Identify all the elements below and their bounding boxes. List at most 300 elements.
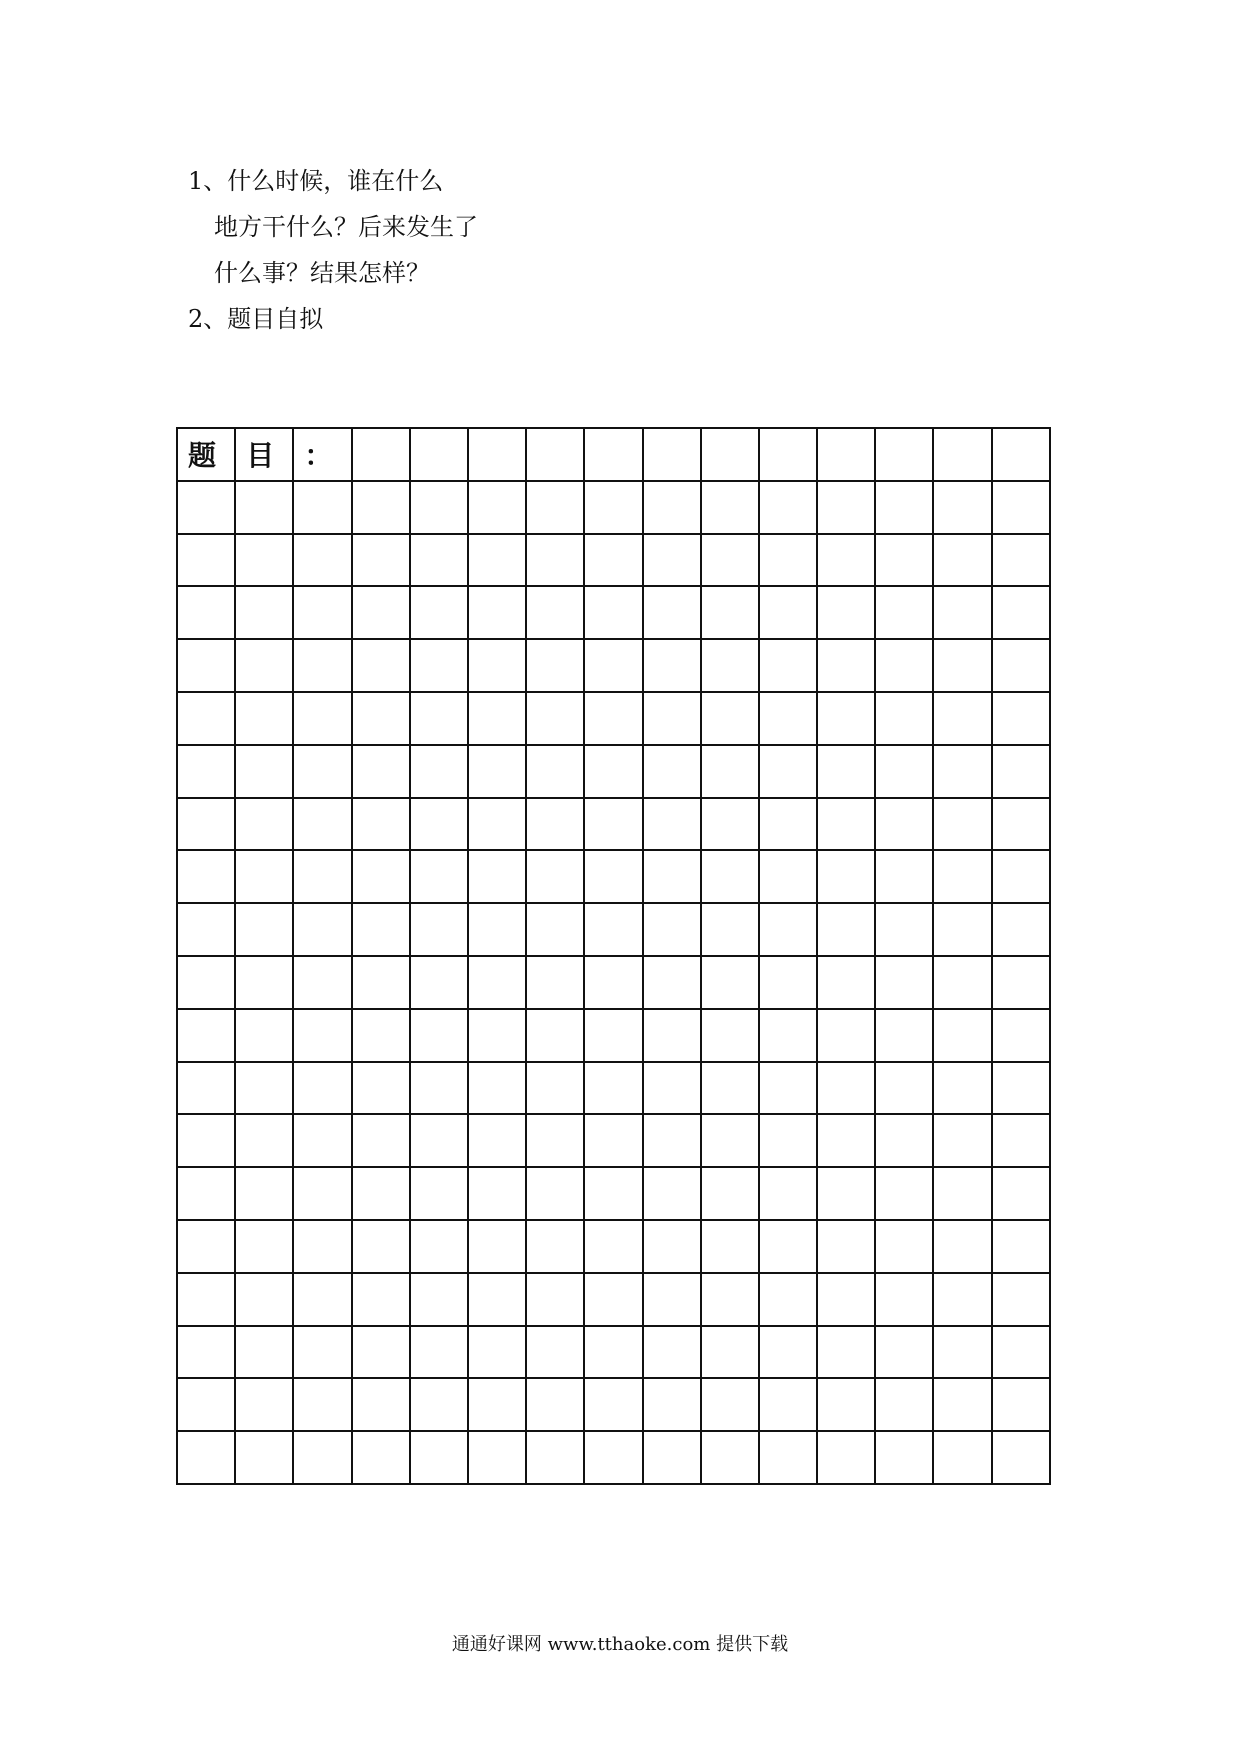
grid-cell <box>584 1431 642 1484</box>
grid-cell <box>759 1167 817 1220</box>
grid-cell <box>177 745 235 798</box>
grid-cell <box>526 903 584 956</box>
grid-cell <box>526 1009 584 1062</box>
grid-cell <box>992 1009 1050 1062</box>
grid-cell <box>759 745 817 798</box>
grid-cell <box>759 1326 817 1379</box>
grid-row <box>177 534 1050 587</box>
grid-cell <box>410 903 468 956</box>
grid-cell <box>526 1378 584 1431</box>
grid-cell <box>468 798 526 851</box>
grid-cell <box>352 1220 410 1273</box>
grid-cell <box>643 1326 701 1379</box>
grid-cell <box>584 1220 642 1273</box>
grid-cell <box>468 1167 526 1220</box>
grid-cell <box>817 586 875 639</box>
grid-cell <box>293 1273 351 1326</box>
grid-cell <box>701 798 759 851</box>
grid-cell <box>584 428 642 481</box>
grid-cell <box>759 1220 817 1273</box>
grid-cell <box>526 481 584 534</box>
grid-cell <box>701 1378 759 1431</box>
grid-cell <box>643 692 701 745</box>
grid-cell <box>701 850 759 903</box>
grid-cell <box>875 956 933 1009</box>
grid-cell <box>584 534 642 587</box>
grid-cell <box>526 639 584 692</box>
grid-row <box>177 1273 1050 1326</box>
grid-cell <box>177 1378 235 1431</box>
grid-cell <box>526 745 584 798</box>
grid-cell <box>177 692 235 745</box>
grid-cell <box>875 1378 933 1431</box>
grid-cell <box>410 586 468 639</box>
grid-cell <box>817 1220 875 1273</box>
grid-cell <box>992 481 1050 534</box>
title-label-cell: 目 <box>235 428 293 481</box>
grid-cell <box>235 534 293 587</box>
grid-cell <box>643 1114 701 1167</box>
grid-cell <box>410 534 468 587</box>
grid-cell <box>759 956 817 1009</box>
grid-cell <box>293 1431 351 1484</box>
grid-cell <box>992 1378 1050 1431</box>
grid-cell <box>468 903 526 956</box>
grid-row <box>177 745 1050 798</box>
grid-cell <box>352 1114 410 1167</box>
grid-cell <box>235 745 293 798</box>
grid-cell <box>352 745 410 798</box>
grid-cell <box>410 850 468 903</box>
grid-cell <box>235 1114 293 1167</box>
writing-grid <box>176 427 1051 1485</box>
grid-cell <box>293 798 351 851</box>
grid-cell <box>352 1326 410 1379</box>
grid-cell <box>875 903 933 956</box>
grid-cell <box>468 428 526 481</box>
grid-cell <box>759 1009 817 1062</box>
grid-cell <box>759 1431 817 1484</box>
grid-cell <box>643 428 701 481</box>
grid-cell <box>293 1326 351 1379</box>
grid-cell <box>759 1273 817 1326</box>
grid-cell <box>992 1431 1050 1484</box>
grid-cell <box>293 850 351 903</box>
grid-cell <box>410 1062 468 1115</box>
grid-row <box>177 1378 1050 1431</box>
grid-cell <box>352 903 410 956</box>
instruction-item-1-line-1: 1、什么时候，谁在什么 <box>188 167 444 195</box>
grid-cell <box>526 1114 584 1167</box>
grid-cell <box>643 903 701 956</box>
grid-row <box>177 586 1050 639</box>
grid-cell <box>177 481 235 534</box>
grid-row <box>177 850 1050 903</box>
grid-cell <box>701 1431 759 1484</box>
grid-cell <box>992 1220 1050 1273</box>
grid-row <box>177 1009 1050 1062</box>
grid-cell <box>410 956 468 1009</box>
grid-cell <box>701 1114 759 1167</box>
grid-cell <box>933 903 991 956</box>
grid-cell <box>933 692 991 745</box>
grid-cell <box>584 1273 642 1326</box>
grid-cell <box>992 1062 1050 1115</box>
grid-row <box>177 1431 1050 1484</box>
grid-cell <box>643 956 701 1009</box>
grid-cell <box>875 1273 933 1326</box>
grid-cell <box>584 1062 642 1115</box>
instruction-item-2: 2、题目自拟 <box>188 305 324 333</box>
grid-cell <box>584 850 642 903</box>
grid-cell <box>992 1114 1050 1167</box>
grid-cell <box>817 903 875 956</box>
grid-cell <box>701 534 759 587</box>
grid-cell <box>352 1009 410 1062</box>
grid-row <box>177 1062 1050 1115</box>
instruction-item-1-line-3: 什么事？结果怎样？ <box>214 259 430 287</box>
grid-cell <box>352 956 410 1009</box>
grid-row <box>177 639 1050 692</box>
grid-cell <box>643 798 701 851</box>
grid-row <box>177 481 1050 534</box>
grid-cell <box>177 1009 235 1062</box>
grid-cell <box>177 850 235 903</box>
grid-cell <box>584 1378 642 1431</box>
grid-cell <box>235 481 293 534</box>
grid-cell <box>759 1114 817 1167</box>
grid-cell <box>933 1220 991 1273</box>
grid-cell <box>177 1167 235 1220</box>
grid-cell <box>992 534 1050 587</box>
grid-cell <box>701 745 759 798</box>
grid-cell <box>933 1114 991 1167</box>
grid-cell <box>992 1273 1050 1326</box>
grid-cell <box>352 481 410 534</box>
grid-cell <box>817 1378 875 1431</box>
grid-cell <box>177 1220 235 1273</box>
grid-cell <box>933 586 991 639</box>
grid-cell <box>468 1009 526 1062</box>
grid-cell <box>293 1062 351 1115</box>
grid-cell <box>177 1273 235 1326</box>
grid-cell <box>177 1114 235 1167</box>
grid-cell <box>177 798 235 851</box>
grid-cell <box>352 1062 410 1115</box>
grid-cell <box>352 850 410 903</box>
grid-cell <box>992 903 1050 956</box>
grid-cell <box>933 798 991 851</box>
grid-cell <box>701 1326 759 1379</box>
grid-cell <box>584 798 642 851</box>
grid-cell <box>293 956 351 1009</box>
grid-cell <box>410 1431 468 1484</box>
grid-cell <box>177 1431 235 1484</box>
grid-cell <box>177 956 235 1009</box>
grid-cell <box>352 586 410 639</box>
grid-cell <box>643 1167 701 1220</box>
grid-cell <box>235 956 293 1009</box>
grid-cell <box>293 534 351 587</box>
grid-cell <box>817 798 875 851</box>
grid-cell <box>526 692 584 745</box>
grid-cell <box>177 586 235 639</box>
grid-cell <box>468 745 526 798</box>
grid-cell <box>410 1378 468 1431</box>
grid-cell <box>933 1273 991 1326</box>
grid-cell <box>701 428 759 481</box>
grid-cell <box>933 1009 991 1062</box>
grid-cell <box>235 1273 293 1326</box>
grid-row <box>177 956 1050 1009</box>
grid-cell <box>235 1326 293 1379</box>
grid-cell <box>701 639 759 692</box>
grid-cell <box>875 1167 933 1220</box>
footer-text: 通通好课网 www.tthaoke.com 提供下载 <box>451 1634 789 1655</box>
grid-cell <box>352 639 410 692</box>
grid-cell <box>759 481 817 534</box>
grid-cell <box>992 1167 1050 1220</box>
grid-cell <box>468 1220 526 1273</box>
grid-cell <box>410 1114 468 1167</box>
grid-cell <box>352 798 410 851</box>
grid-cell <box>235 1431 293 1484</box>
grid-cell <box>410 639 468 692</box>
grid-cell <box>875 1009 933 1062</box>
grid-cell <box>933 428 991 481</box>
grid-cell <box>293 1378 351 1431</box>
grid-cell <box>410 745 468 798</box>
grid-cell <box>177 1326 235 1379</box>
grid-row <box>177 692 1050 745</box>
grid-cell <box>701 1062 759 1115</box>
grid-cell <box>526 428 584 481</box>
grid-cell <box>468 639 526 692</box>
grid-row <box>177 798 1050 851</box>
grid-cell <box>526 1167 584 1220</box>
grid-cell <box>759 903 817 956</box>
grid-cell <box>875 1326 933 1379</box>
grid-cell <box>643 850 701 903</box>
grid-cell <box>293 1114 351 1167</box>
grid-cell <box>701 1273 759 1326</box>
grid-cell <box>235 798 293 851</box>
grid-cell <box>410 692 468 745</box>
grid-cell <box>701 903 759 956</box>
grid-cell <box>992 1326 1050 1379</box>
grid-cell <box>235 639 293 692</box>
grid-cell <box>410 481 468 534</box>
grid-cell <box>643 1220 701 1273</box>
grid-cell <box>177 639 235 692</box>
grid-cell <box>759 798 817 851</box>
grid-cell <box>643 639 701 692</box>
grid-cell <box>875 850 933 903</box>
grid-cell <box>817 1431 875 1484</box>
grid-cell <box>584 481 642 534</box>
grid-cell <box>526 1431 584 1484</box>
grid-cell <box>235 1378 293 1431</box>
grid-cell <box>468 481 526 534</box>
grid-cell <box>817 1326 875 1379</box>
grid-cell <box>875 798 933 851</box>
grid-cell <box>352 1167 410 1220</box>
grid-row <box>177 1220 1050 1273</box>
grid-cell <box>992 745 1050 798</box>
grid-cell <box>759 586 817 639</box>
grid-cell <box>468 1062 526 1115</box>
grid-cell <box>410 1009 468 1062</box>
grid-cell <box>526 586 584 639</box>
grid-cell <box>701 586 759 639</box>
grid-cell <box>701 692 759 745</box>
grid-cell <box>293 745 351 798</box>
grid-cell <box>584 639 642 692</box>
grid-cell <box>526 1326 584 1379</box>
grid-cell <box>875 745 933 798</box>
grid-cell <box>643 1273 701 1326</box>
grid-cell <box>933 1167 991 1220</box>
grid-cell <box>875 1114 933 1167</box>
grid-cell <box>759 534 817 587</box>
grid-cell <box>759 428 817 481</box>
grid-cell <box>701 481 759 534</box>
grid-cell <box>643 481 701 534</box>
grid-cell <box>293 639 351 692</box>
grid-cell <box>759 1062 817 1115</box>
grid-cell <box>875 481 933 534</box>
grid-cell <box>293 692 351 745</box>
grid-cell <box>235 1062 293 1115</box>
grid-cell <box>584 1326 642 1379</box>
grid-cell <box>701 956 759 1009</box>
grid-cell <box>293 481 351 534</box>
grid-cell <box>933 850 991 903</box>
grid-cell <box>584 586 642 639</box>
grid-cell <box>177 534 235 587</box>
grid-cell <box>468 1326 526 1379</box>
grid-cell <box>817 1114 875 1167</box>
grid-cell <box>352 534 410 587</box>
grid-cell <box>352 692 410 745</box>
grid-cell <box>468 850 526 903</box>
grid-cell <box>992 692 1050 745</box>
grid-cell <box>468 586 526 639</box>
grid-cell <box>235 903 293 956</box>
grid-cell <box>643 745 701 798</box>
grid-cell <box>817 1273 875 1326</box>
grid-cell <box>817 481 875 534</box>
grid-cell <box>759 639 817 692</box>
grid-cell <box>177 1062 235 1115</box>
grid-cell <box>235 850 293 903</box>
grid-cell <box>293 1009 351 1062</box>
title-label-cell: ： <box>293 428 351 481</box>
grid-cell <box>468 1273 526 1326</box>
grid-cell <box>933 745 991 798</box>
grid-cell <box>352 1431 410 1484</box>
grid-cell <box>293 1220 351 1273</box>
grid-cell <box>468 956 526 1009</box>
grid-cell <box>643 1009 701 1062</box>
grid-cell <box>352 1378 410 1431</box>
grid-row <box>177 1114 1050 1167</box>
grid-cell <box>817 850 875 903</box>
grid-cell <box>992 850 1050 903</box>
grid-cell <box>875 639 933 692</box>
grid-cell <box>933 481 991 534</box>
grid-cell <box>584 903 642 956</box>
grid-cell <box>875 428 933 481</box>
instructions <box>188 158 478 342</box>
grid-cell <box>817 692 875 745</box>
grid-row <box>177 428 1050 481</box>
grid-cell <box>526 534 584 587</box>
grid-cell <box>933 956 991 1009</box>
grid-cell <box>992 798 1050 851</box>
grid-cell <box>235 1009 293 1062</box>
grid-cell <box>526 1273 584 1326</box>
grid-cell <box>410 1326 468 1379</box>
grid-cell <box>468 1431 526 1484</box>
grid-cell <box>701 1220 759 1273</box>
grid-cell <box>293 903 351 956</box>
grid-cell <box>526 798 584 851</box>
grid-cell <box>526 956 584 1009</box>
grid-cell <box>235 586 293 639</box>
grid-cell <box>933 1378 991 1431</box>
grid-cell <box>352 428 410 481</box>
grid-cell <box>410 1167 468 1220</box>
grid-cell <box>235 692 293 745</box>
grid-cell <box>992 586 1050 639</box>
grid-cell <box>584 1114 642 1167</box>
grid-cell <box>584 692 642 745</box>
grid-cell <box>584 745 642 798</box>
grid-row <box>177 1167 1050 1220</box>
grid-cell <box>875 586 933 639</box>
grid-cell <box>817 534 875 587</box>
grid-cell <box>468 534 526 587</box>
grid-cell <box>933 639 991 692</box>
grid-cell <box>759 850 817 903</box>
grid-cell <box>410 798 468 851</box>
grid-cell <box>817 428 875 481</box>
grid-cell <box>352 1273 410 1326</box>
grid-cell <box>875 534 933 587</box>
grid-cell <box>933 534 991 587</box>
grid-cell <box>584 1167 642 1220</box>
grid-cell <box>875 1431 933 1484</box>
grid-cell <box>410 1273 468 1326</box>
instruction-item-1-line-2: 地方干什么？后来发生了 <box>214 213 478 241</box>
grid-cell <box>235 1167 293 1220</box>
grid-cell <box>293 1167 351 1220</box>
grid-cell <box>410 428 468 481</box>
grid-row <box>177 1326 1050 1379</box>
grid-cell <box>875 692 933 745</box>
grid-cell <box>992 428 1050 481</box>
grid-cell <box>643 1062 701 1115</box>
grid-cell <box>584 956 642 1009</box>
grid-cell <box>933 1431 991 1484</box>
grid-cell <box>293 586 351 639</box>
grid-cell <box>759 1378 817 1431</box>
grid-cell <box>468 1114 526 1167</box>
grid-cell <box>817 745 875 798</box>
grid-cell <box>817 1009 875 1062</box>
grid-cell <box>526 1220 584 1273</box>
